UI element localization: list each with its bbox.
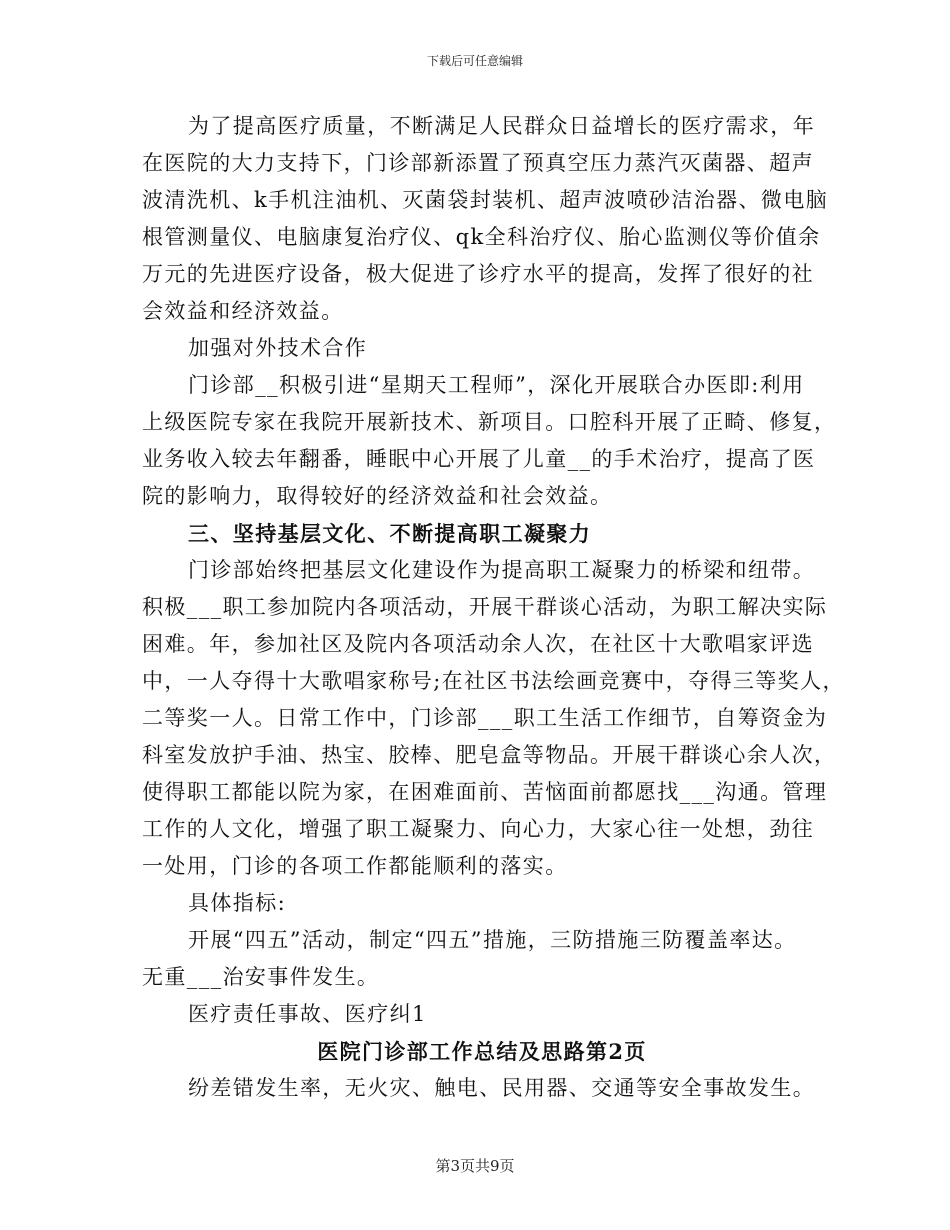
document-title: 医院门诊部工作总结及思路第2页	[317, 1039, 647, 1064]
paragraph-line: 根管测量仪、电脑康复治疗仪、qk全科治疗仪、胎心监测仪等价值余	[142, 225, 821, 249]
paragraph-line: 院的影响力，取得较好的经济效益和社会效益。	[142, 484, 613, 508]
paragraph-line: 为了提高医疗质量，不断满足人民群众日益增长的医疗需求，年	[188, 114, 816, 138]
paragraph-line: 一处用，门诊的各项工作都能顺利的落实。	[142, 854, 568, 878]
paragraph-line: 万元的先进医疗设备，极大促进了诊疗水平的提高，发挥了很好的社	[142, 262, 814, 286]
paragraph-line: 无重___治安事件发生。	[142, 965, 380, 989]
section-subheading: 具体指标:	[188, 891, 287, 915]
paragraph-line: 科室发放护手油、热宝、胶棒、肥皂盒等物品。开展干群谈心余人次，	[142, 743, 837, 767]
paragraph-line: 工作的人文化，增强了职工凝聚力、向心力，大家心往一处想，劲往	[142, 817, 814, 841]
paragraph-line: 二等奖一人。日常工作中，门诊部___职工生活工作细节，自筹资金为	[142, 706, 828, 730]
paragraph-line: 使得职工都能以院为家，在困难面前、苦恼面前都愿找___沟通。管理	[142, 780, 828, 804]
paragraph-line: 门诊部始终把基层文化建设作为提高职工凝聚力的桥梁和纽带。	[188, 558, 816, 582]
paragraph-line: 业务收入较去年翻番，睡眠中心开展了儿童__的手术治疗，提高了医	[142, 447, 816, 471]
paragraph-line: 困难。年，参加社区及院内各项活动余人次，在社区十大歌唱家评选	[142, 632, 814, 656]
paragraph-line: 上级医院专家在我院开展新技术、新项目。口腔科开展了正畸、修复，	[142, 410, 837, 434]
paragraph-line: 门诊部__积极引进“星期天工程师”，深化开展联合办医即:利用	[188, 373, 805, 397]
paragraph-line: 波清洗机、k手机注油机、灭菌袋封装机、超声波喷砂洁治器、微电脑	[142, 188, 829, 212]
paragraph-line: 中，一人夺得十大歌唱家称号;在社区书法绘画竞赛中，夺得三等奖人，	[142, 669, 845, 693]
section-subheading: 加强对外技术合作	[188, 336, 368, 360]
paragraph-line: 会效益和经济效益。	[142, 299, 344, 323]
paragraph-line: 开展“四五”活动，制定“四五”措施，三防措施三防覆盖率达。	[188, 928, 797, 952]
section-heading: 三、坚持基层文化、不断提高职工凝聚力	[188, 521, 592, 546]
paragraph-line: 在医院的大力支持下，门诊部新添置了预真空压力蒸汽灭菌器、超声	[142, 151, 814, 175]
paragraph-line: 积极___职工参加院内各项活动，开展干群谈心活动，为职工解决实际	[142, 595, 828, 619]
paragraph-line: 纷差错发生率，无火灾、触电、民用器、交通等安全事故发生。	[188, 1076, 816, 1100]
paragraph-line: 医疗责任事故、医疗纠1	[188, 1002, 427, 1026]
page-header: 下载后可任意编辑	[426, 54, 523, 68]
document-body	[142, 108, 845, 1107]
page-footer: 第3页共9页	[435, 1157, 515, 1175]
